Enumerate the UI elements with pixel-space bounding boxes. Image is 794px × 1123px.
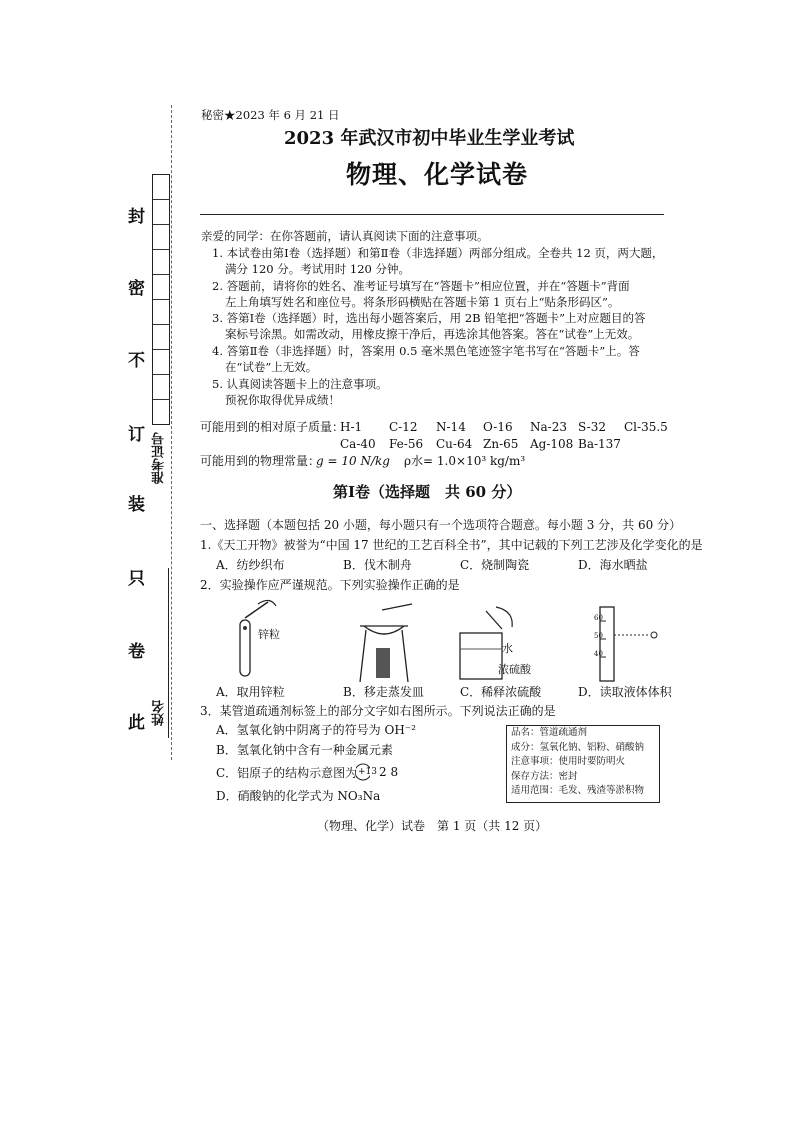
- card-line: 适用范围：毛发、残渣等淤积物: [511, 785, 645, 796]
- secret-date: 秘密★2023 年 6 月 21 日: [201, 108, 340, 122]
- exam-title: 2023 年武汉市初中毕业生学业考试: [284, 128, 575, 149]
- notice-line: 在“试卷”上无效。: [225, 360, 318, 374]
- binding-dashed-line: [171, 105, 172, 760]
- atomic-mass: Ca-40: [340, 437, 376, 451]
- card-line: 注意事项：使用时要防明火: [511, 756, 626, 767]
- atomic-mass: Fe-56: [389, 437, 424, 451]
- atomic-mass: Na-23: [530, 420, 567, 434]
- q1-option-c: C．烧制陶瓷: [460, 558, 530, 572]
- page-title: 物理、化学试卷: [346, 160, 529, 189]
- binding-char: 此: [128, 713, 145, 733]
- binding-char: 只: [128, 569, 145, 589]
- atomic-mass: C-12: [389, 420, 418, 434]
- notice-line: 1. 本试卷由第Ⅰ卷（选择题）和第Ⅱ卷（非选择题）两部分组成。全卷共 12 页，两大题，: [212, 246, 664, 260]
- atom-shells: 2 8: [379, 765, 399, 779]
- atomic-mass: Cu-64: [436, 437, 473, 451]
- atomic-mass: N-14: [436, 420, 466, 434]
- q3-option-b: B．氢氧化钠中含有一种金属元素: [216, 743, 393, 757]
- page-footer: （物理、化学）试卷 第 1 页（共 12 页）: [317, 819, 548, 833]
- atom-nucleus: +13: [358, 767, 377, 777]
- q2-option-d: D．读取液体体积: [578, 685, 672, 699]
- atomic-mass: Cl-35.5: [624, 420, 668, 434]
- product-label-card: [506, 725, 660, 803]
- constant-rho: ρ水= 1.0×10³ kg/m³: [404, 454, 526, 468]
- q2-option-c: C．稀释浓硫酸: [460, 685, 542, 699]
- water-label: 水: [502, 642, 513, 655]
- tick-50: 50: [594, 632, 603, 640]
- q3-option-a: A．氢氧化钠中阴离子的符号为 OH⁻²: [216, 723, 416, 737]
- acid-label: 浓硫酸: [498, 663, 531, 676]
- binding-char: 封: [128, 207, 145, 227]
- binding-char: 装: [128, 495, 145, 515]
- name-label: 姓名: [152, 700, 167, 726]
- section-intro: 一、选择题（本题包括 20 小题，每小题只有一个选项符合题意。每小题 3 分，共 60 分）: [200, 518, 682, 532]
- atomic-mass-label: 可能用到的相对原子质量：: [200, 420, 345, 434]
- constants-label: 可能用到的物理常量：: [200, 454, 321, 468]
- exam-number-label: 准考证号: [152, 432, 167, 484]
- q2-option-a: A．取用锌粒: [216, 685, 285, 699]
- atomic-mass: O-16: [483, 420, 513, 434]
- question-1-stem: 1.《天工开物》被誉为“中国 17 世纪的工艺百科全书”，其中记载的下列工艺涉及化学变化的是: [200, 538, 703, 552]
- q1-option-a: A．纺纱织布: [216, 558, 285, 572]
- binding-char: 订: [128, 425, 145, 445]
- notice-line: 5. 认真阅读答题卡上的注意事项。: [212, 377, 388, 391]
- q2-option-b: B．移走蒸发皿: [343, 685, 424, 699]
- atomic-mass: Zn-65: [483, 437, 519, 451]
- notice-line: 满分 120 分。考试用时 120 分钟。: [225, 262, 411, 276]
- card-line: 成分：氢氧化钠、铝粉、硝酸钠: [511, 741, 645, 753]
- binding-char: 密: [128, 279, 145, 299]
- atomic-mass: H-1: [340, 420, 363, 434]
- card-line: 品名：管道疏通剂: [511, 727, 588, 738]
- name-field-line[interactable]: [168, 568, 169, 738]
- binding-char: 卷: [128, 642, 145, 662]
- figure-evaporating-dish: [352, 602, 422, 684]
- notice-line: 预祝你取得优异成绩！: [225, 393, 340, 407]
- notice-line: 左上角填写姓名和座位号。将条形码横贴在答题卡第 1 页右上“贴条形码区”。: [225, 295, 620, 309]
- q1-option-b: B．伐木制舟: [343, 558, 412, 572]
- atomic-mass: Ba-137: [578, 437, 621, 451]
- notice-line: 3. 答第Ⅰ卷（选择题）时，选出每小题答案后，用 2B 铅笔把“答题卡”上对应题目的答: [212, 311, 646, 325]
- notice-line: 4. 答第Ⅱ卷（非选择题）时，答案用 0.5 毫米黑色笔迹签字笔书写在“答题卡”上。答: [212, 344, 640, 358]
- tick-60: 60: [594, 614, 603, 622]
- tick-40: 40: [594, 650, 603, 658]
- constant-g: g = 10 N/kg: [316, 454, 390, 468]
- exam-number-boxes[interactable]: [152, 174, 170, 425]
- section-title: 第Ⅰ卷（选择题 共 60 分）: [333, 483, 522, 501]
- atomic-mass: Ag-108: [530, 437, 574, 451]
- card-line: 保存方法：密封: [511, 770, 578, 782]
- q3-option-d: D．硝酸钠的化学式为 NO₃Na: [216, 789, 381, 803]
- q3-option-c: C．铝原子的结构示意图为: [216, 766, 358, 780]
- notice-line: 2. 答题前，请将你的姓名、准考证号填写在“答题卡”相应位置，并在“答题卡”背面: [212, 279, 630, 293]
- zinc-label: 锌粒: [258, 628, 280, 641]
- question-3-stem: 3．某管道疏通剂标签上的部分文字如右图所示。下列说法正确的是: [200, 704, 556, 718]
- notice-greeting: 亲爱的同学：在你答题前，请认真阅读下面的注意事项。: [201, 229, 489, 243]
- binding-char: 不: [128, 351, 145, 371]
- header-rule: [200, 214, 664, 215]
- notice-line: 案标号涂黑。如需改动，用橡皮擦干净后，再选涂其他答案。答在“试卷”上无效。: [225, 327, 640, 341]
- question-2-stem: 2．实验操作应严谨规范。下列实验操作正确的是: [200, 578, 460, 592]
- atomic-mass: S-32: [578, 420, 606, 434]
- q1-option-d: D．海水晒盐: [578, 558, 648, 572]
